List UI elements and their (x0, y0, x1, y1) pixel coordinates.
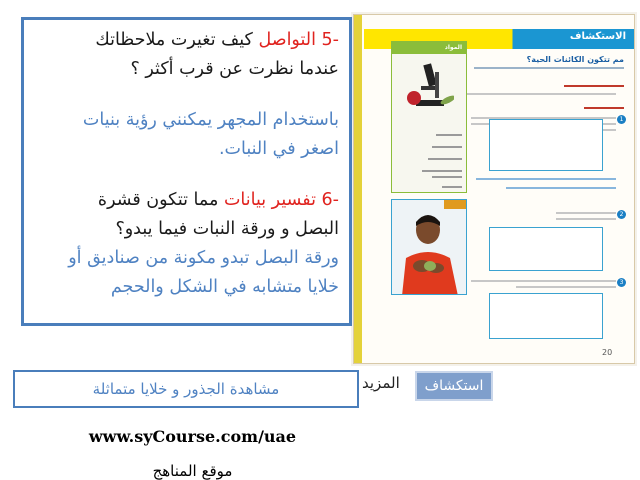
material-item (442, 186, 462, 188)
page-number: 20 (602, 348, 613, 357)
text-line (506, 187, 616, 189)
site-url[interactable]: www.syCourse.com/uae (88, 427, 297, 446)
material-item (432, 176, 462, 178)
text-line (564, 85, 624, 87)
text-line (584, 107, 624, 109)
step-tag (444, 200, 466, 209)
question-6-text: مما تتكون قشرة (97, 190, 224, 210)
material-item (436, 134, 462, 136)
material-item (432, 146, 462, 148)
question-5-text: كيف تغيرت ملاحظاتك (95, 30, 259, 50)
ribbon-title: الاستكشاف (569, 31, 626, 42)
answer-5-line-1: باستخدام المجهر يمكنني رؤية بنيات (82, 110, 339, 130)
question-5-keyword: التواصل (258, 30, 316, 50)
material-item (428, 158, 462, 160)
text-line (556, 218, 616, 220)
page-edge-stripe (354, 15, 362, 363)
answer-6-line-2: خلايا متشابه في الشكل والحجم (110, 277, 339, 297)
text-line (516, 286, 616, 288)
material-item (422, 170, 462, 172)
student-photo (391, 199, 467, 295)
question-5-line-1 (34, 26, 339, 55)
microscope-icon (406, 60, 454, 110)
answer-box-1 (489, 119, 603, 171)
answer-5-line-2: اصغر في النبات. (218, 139, 339, 159)
questions-text-box[interactable] (21, 17, 352, 326)
text-line (476, 178, 616, 180)
question-6-keyword: تفسير بيانات (223, 190, 316, 210)
answer-box-2 (489, 227, 603, 271)
more-answer-field[interactable]: مشاهدة الجذور و خلايا متماثلة (13, 370, 359, 408)
explore-button[interactable]: استكشاف (415, 371, 493, 401)
text-line (474, 67, 624, 69)
answer-6-line-1: ورقة البصل تبدو مكونة من صناديق أو (68, 248, 339, 268)
question-6-number: -6 (321, 190, 339, 210)
book-question: مم تتكون الكائنات الحية؟ (526, 55, 624, 64)
step-number-icon: 1 (617, 115, 626, 124)
materials-title: المواد (392, 42, 466, 54)
question-5-number: -5 (321, 30, 339, 50)
step-number-icon: 2 (617, 210, 626, 219)
question-6-line-1 (34, 186, 339, 215)
text-line (556, 212, 616, 214)
text-line (466, 93, 616, 95)
question-5-line-2: عندما نظرت عن قرب أكثر ؟ (130, 59, 339, 79)
textbook-page (353, 14, 635, 364)
student-with-onion-image (392, 200, 467, 295)
question-6-line-2: البصل و ورقة النبات فيما يبدو؟ (115, 219, 339, 239)
materials-box (391, 41, 467, 193)
more-label: المزيد (362, 374, 400, 392)
step-number-icon: 3 (617, 278, 626, 287)
site-label: موقع المناهج (152, 462, 233, 480)
answer-box-3 (489, 293, 603, 339)
text-line (471, 280, 616, 282)
